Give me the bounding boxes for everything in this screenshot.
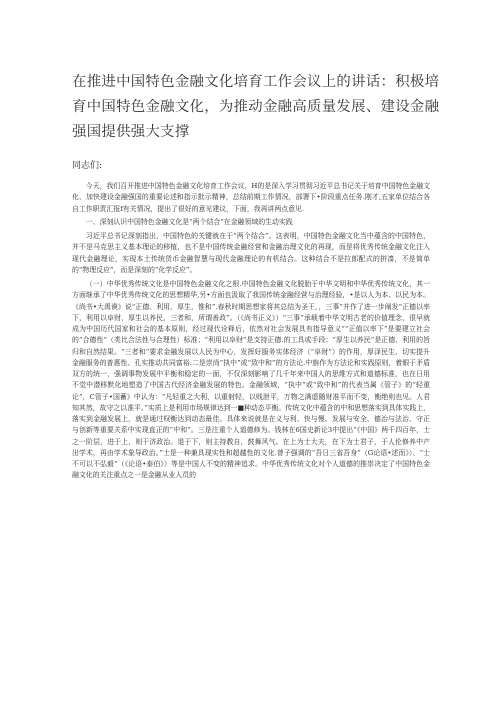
section-paragraph: 习近平总书记深刻指出，中国特色的关键就在于“两个结合”。这表明，中国特色金融文化当中蕴含的中国特色，并不是马克思主义基本理论的移植，也不是中国传统金融经营和金融治理文化的再现，而是将优秀传统金融文化注入现代金融理论，实现本土传统货币金融智慧与现代金融理论的有机结合。这种结合不是拉郎配式的拼凑，不是简单的“物理反应”，而是深刻的“化学反应”。: [72, 232, 430, 274]
intro-paragraph: 今天，我们召开推进中国特色金融文化培育工作会议，H的是深入学习贯彻习近平总书记关于培育中国特色金融文化、加快建设金融强国的重要论述和指示批示精神，总结前期工作情况，部署下•阶段重点任务.刚才,五家单位结合各自工作职责汇报f有关情况，提出了很好的意见建议，下面，我再讲两点意见.: [72, 182, 430, 213]
section-heading: 一、深刻认识中国特色金融文化是“两个结合”在金融领域的生动实践: [85, 217, 293, 226]
document-body: [72, 181, 430, 483]
salutation: 同志们:: [72, 161, 103, 171]
document-title: 在推进中国特色金融文化培育工作会议上的讲话：积极培育中国特色金融文化，为推动金融高质量发展、建设金融强国提供强大支撑: [72, 74, 440, 140]
subsection-paragraph: （一）中华优秀传统文化是中国特色金融文化之根.中国特色金融文化脱胎于中华文明和中华优秀传统文化，其一方面继承了中华优秀传统文化的思想精华,另•方面也汲取了我国传统金融经营与治理经验，•是以人为本、以民为本。《尚书•大禹谟》说“正德、利用、厚生，惟和”.春秋时期思想家将其总结为圣王，，三事”并作了进一步阐发“正德以率下，利用以阜财，厚生以养民，三者和，所谓善政”。（《尚书正义》）“三事”承载着中华文明古老的价值理念，很早就成为中国历代国家和社会的基本原则，经过现代诠释后，依然对社会发展具有指导意义““正值以率下”是要建立社会的“合德性”（类比合法性与合理性）标准；“利用以阜财”是支持正德.的工具或手段；“厚生以养民”是正德、利用的旨归和自然结果。“三者和”要求金融发展以人民为中心，发挥好服务实体经济（“阜财”）的作用，厚泽民生、切实提升金融服务的普惠性、孔实推动共同富裕.二是崇尚“执中”或“致中和”的方法论.中旃作为方法论和实践原则，着眼于矛盾双方的统一，强调事物发展中平衡和稳定的一面，不仅深刻影响了几千年来中国人的思维方式和道德标准，也在日用不觉中潜移默化地塑造了中国古代经济金融发展的特色。金融领域，“执中”或“致中和”的代表当属《管子》的“轻重论”，C管子•国蓄》中认为：“凡轻重之大利，以重射轻，以贱泄平，万物之满虚随财准平而不变，衡绝则也见。人君知其然，故守之以准平。”实质上是利用市场规律达到一■种动态平衡。传统文化中蕴含的中和思想落实到具体实践上，落实到金融发展上，就是通过权衡达到动态最佳。具体来说就是在义与利、快与慢、发展与安全、德治与法治、守正与创新等重要关系中实现直正的“中和”。三是注重个人道德修为。钱林在6国史新论3中提出“《中国》两千四百年，士之一阶层，进于上，则干济政治。退于下，则主持教自，鼓舞风气。在上为士大夫，在下为士君子，于人伦修养中产出学术，再由学术象导政治。”士是一种兼具现实性和超越性的文化.曾子强调的“吾日三省吾身”（G论语•述而》）、“士不可以不弘毅”（《论语•泰伯》）等是中国人不变的精神追求。中华优秀传统文化对个人道德的推崇决定了中国特色金融文化的关注重点之一是金融从业人员的: [72, 280, 431, 480]
